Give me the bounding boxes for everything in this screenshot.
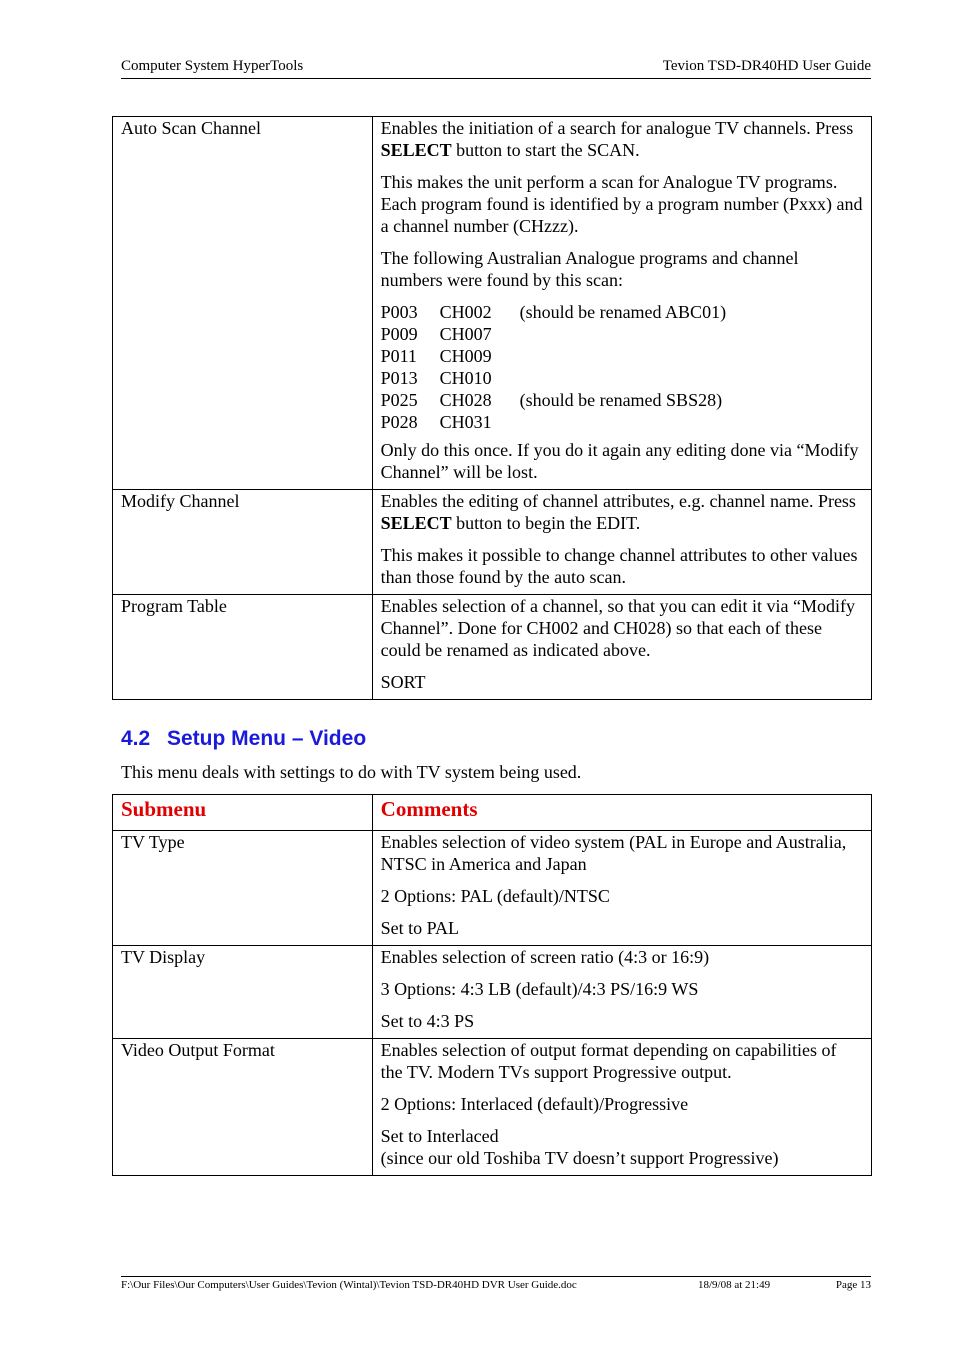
comment-paragraph: 2 Options: Interlaced (default)/Progressive: [380, 1094, 689, 1114]
comment-paragraph: The following Australian Analogue programs and channel numbers were found by this scan:: [380, 248, 799, 290]
text-run: (since our old Toshiba TV doesn’t support Progressive): [380, 1148, 779, 1168]
comment-paragraph: This makes it possible to change channel attributes to other values than those found by the auto scan.: [380, 545, 858, 587]
comments-cell: [372, 1039, 871, 1176]
submenu-label: TV Display: [121, 947, 206, 967]
page-footer: [121, 1276, 871, 1291]
program-note: (should be renamed SBS28): [519, 390, 723, 410]
comment-paragraph: [381, 490, 863, 534]
submenu-cell: [113, 117, 373, 490]
text-run: button to begin the EDIT.: [451, 513, 641, 533]
comments-cell: [372, 595, 871, 700]
header-right-title: Tevion TSD-DR40HD User Guide: [662, 58, 871, 74]
program-note: (should be renamed ABC01): [519, 302, 727, 322]
program-note: [520, 345, 863, 367]
program-number: P003: [380, 302, 418, 322]
submenu-label: Program Table: [121, 596, 227, 616]
table-row: [113, 1039, 872, 1176]
submenu-cell: [113, 946, 373, 1039]
submenu-label: Auto Scan Channel: [121, 118, 261, 138]
table-row: [113, 595, 872, 700]
select-keyword: SELECT: [380, 513, 452, 533]
comment-paragraph: Set to 4:3 PS: [380, 1011, 475, 1031]
channel-number: CH031: [439, 412, 492, 432]
text-run: button to start the SCAN.: [451, 140, 640, 160]
channel-number: CH002: [439, 302, 492, 322]
text-run: Set to Interlaced: [380, 1126, 499, 1146]
channel-number: CH007: [439, 324, 492, 344]
submenu-cell: [113, 831, 373, 946]
channel-menu-table: [112, 116, 872, 700]
channel-number: CH010: [439, 368, 492, 388]
section-number: 4.2: [121, 727, 151, 750]
program-number: P009: [380, 324, 418, 344]
program-note: [520, 411, 863, 433]
section-heading: [121, 727, 366, 751]
comment-paragraph: Set to PAL: [380, 918, 460, 938]
comment-paragraph: This makes the unit perform a scan for Analogue TV programs. Each program found is identified by a program number (Pxxx) and a channel number (CHzzz).: [380, 172, 863, 236]
column-header-submenu: Submenu: [113, 795, 373, 831]
comment-paragraph: Enables selection of output format depending on capabilities of the TV. Modern TVs support Progressive output.: [380, 1040, 837, 1082]
footer-date: 18/9/08 at 21:49: [698, 1279, 771, 1291]
comment-paragraph: [381, 117, 863, 161]
submenu-label: TV Type: [121, 832, 185, 852]
text-run: Enables the initiation of a search for analogue TV channels. Press: [380, 118, 854, 138]
submenu-cell: [113, 1039, 373, 1176]
footer-file-path: F:\Our Files\Our Computers\User Guides\Tevion (Wintal)\Tevion TSD-DR40HD DVR User Guide.doc: [121, 1279, 577, 1291]
select-keyword: SELECT: [380, 140, 452, 160]
channel-number: CH009: [439, 346, 492, 366]
comments-cell: [372, 117, 871, 490]
comments-cell: [372, 946, 871, 1039]
page-header: [121, 58, 871, 79]
table-row: [113, 946, 872, 1039]
comment-paragraph: Enables selection of video system (PAL in Europe and Australia, NTSC in America and Japan: [380, 832, 847, 874]
submenu-cell: [113, 490, 373, 595]
comment-paragraph: [381, 1125, 863, 1169]
submenu-label: Video Output Format: [121, 1040, 275, 1060]
section-intro: This menu deals with settings to do with TV system being used.: [121, 762, 582, 782]
comments-cell: [372, 831, 871, 946]
table-header-row: [113, 795, 872, 831]
table-row: [113, 831, 872, 946]
channel-number: CH028: [439, 390, 492, 410]
program-note: [520, 323, 863, 345]
column-header-comments: Comments: [372, 795, 871, 831]
table-row: [113, 117, 872, 490]
section-title: Setup Menu – Video: [167, 727, 367, 750]
program-list: [381, 301, 863, 433]
submenu-cell: [113, 595, 373, 700]
comment-paragraph: Enables selection of a channel, so that you can edit it via “Modify Channel”. Done for CH002 and CH028) so that each of these could be renamed as indicated above.: [380, 596, 855, 660]
program-note: [520, 367, 863, 389]
program-number: P013: [380, 368, 418, 388]
program-number: P028: [380, 412, 418, 432]
video-menu-table: [112, 794, 872, 1176]
header-left-title: Computer System HyperTools: [121, 58, 304, 74]
submenu-label: Modify Channel: [121, 491, 240, 511]
comments-cell: [372, 490, 871, 595]
comment-paragraph: 2 Options: PAL (default)/NTSC: [380, 886, 610, 906]
comment-paragraph: 3 Options: 4:3 LB (default)/4:3 PS/16:9 WS: [380, 979, 699, 999]
comment-paragraph: Only do this once. If you do it again any editing done via “Modify Channel” will be lost.: [380, 440, 859, 482]
comment-paragraph: SORT: [380, 672, 426, 692]
comment-paragraph: Enables selection of screen ratio (4:3 or 16:9): [380, 947, 710, 967]
program-number: P025: [380, 390, 418, 410]
footer-page-number: Page 13: [835, 1279, 871, 1291]
text-run: Enables the editing of channel attributes, e.g. channel name. Press: [380, 491, 856, 511]
table-row: [113, 490, 872, 595]
program-number: P011: [380, 346, 417, 366]
